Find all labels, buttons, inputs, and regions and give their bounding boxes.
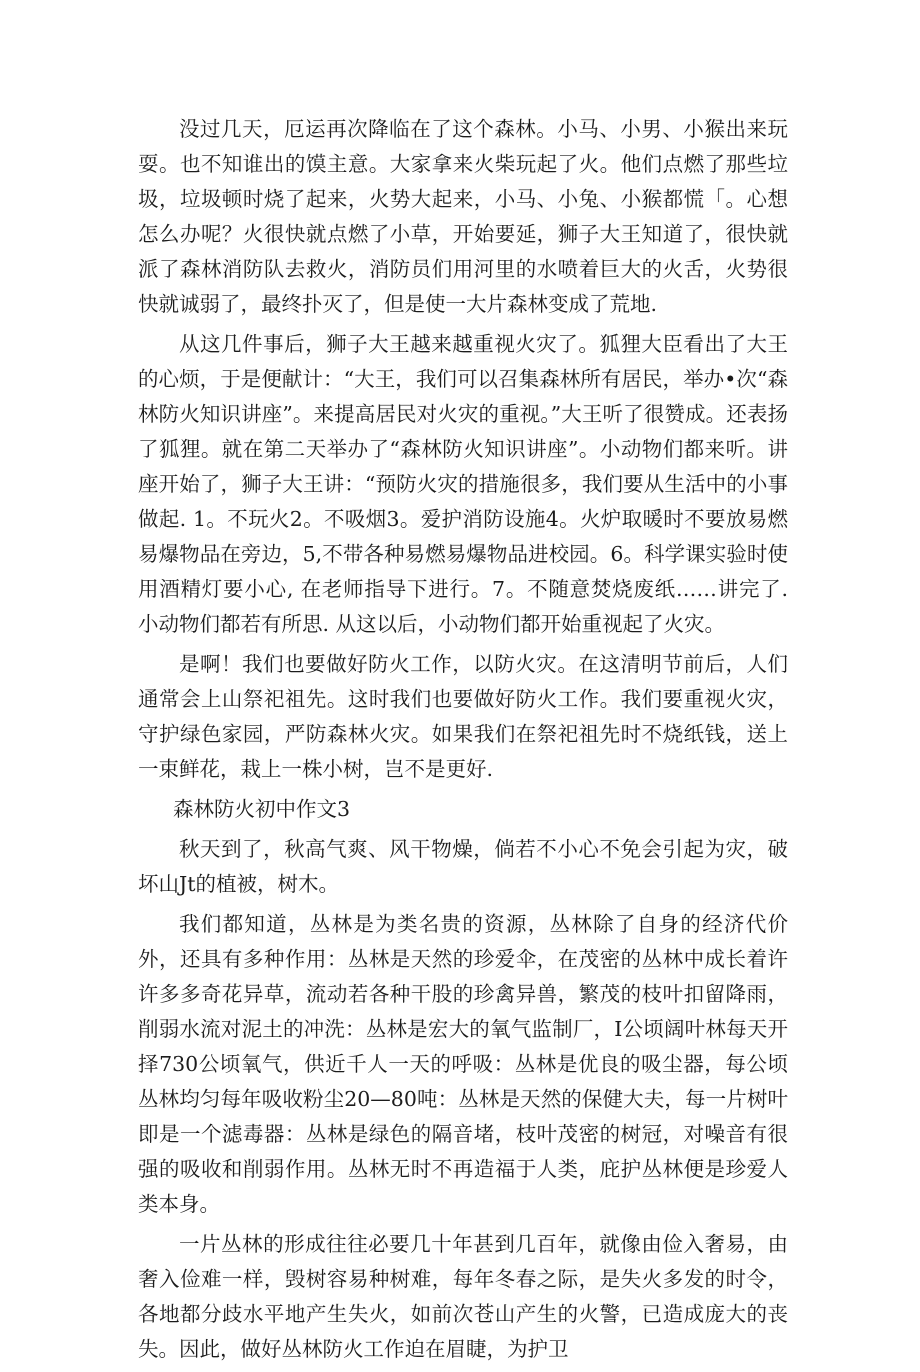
paragraph: 没过几天，厄运再次降临在了这个森林。小马、小男、小猴出来玩耍。也不知谁出的馍主意。大家拿来火柴玩起了火。他们点燃了那些垃圾，垃圾顿时烧了起来，火势大起来，小马、小兔、小猴都慌「。心想怎么办呢？火很快就点燃了小草，开始要延，狮子大王知道了，很快就派了森林消防队去救火，消防员们用河里的水喷着巨大的火舌，火势很快就诚弱了，最终扑灭了，但是使一大片森林变成了荒地. [138,117,788,316]
section-heading: 森林防火初中作文3 [173,797,351,821]
paragraph: 从这几件事后，狮子大王越来越重视火灾了。狐狸大臣看出了大王的心烦，于是便献计：“大王，我们可以召集森林所有居民，举办•次“森林防火知识讲座”。来提高居民对火灾的重视。”大王听了很赞成。还表扬了狐狸。就在第二天举办了“森林防火知识讲座”。小动物们都来听。讲座开始了，狮子大王讲：“预防火灾的措施很多，我们要从生活中的小事做起. 1。不玩火2。不吸烟3。爱护消防设施4。火炉取暖时不要放易燃易爆物品在旁边，5,不带各种易燃易爆物品进校园。6。科学课实验时使用酒精灯要小心, 在老师指导下进行。7。不随意焚烧废纸……讲完了. 小动物们都若有所思. 从这以后，小动物们都开始重视起了火灾。 [138,332,788,636]
paragraph: 一片丛林的形成往往必要几十年甚到几百年，就像由俭入奢易，由奢入俭难一样，毁树容易种树难，每年冬春之际，是失火多发的时令，各地都分歧水平地产生失火，如前次苍山产生的火警，已造成庞大的丧失。因此，做好丛林防火工作迫在眉睫，为护卫 [138,1232,788,1361]
paragraph: 是啊！我们也要做好防火工作，以防火灾。在这清明节前后，人们通常会上山祭祀祖先。这时我们也要做好防火工作。我们要重视火灾，守护绿色家园，严防森林火灾。如果我们在祭祀祖先时不烧纸钱，送上一束鲜花，栽上一株小树，岂不是更好. [138,652,788,781]
paragraph: 秋天到了，秋高气爽、风干物燥，倘若不小心不免会引起为灾，破坏山Jt的植被，树木。 [138,837,788,896]
document-body [138,112,788,1372]
paragraph: 我们都知道，丛林是为类名贵的资源，丛林除了自身的经济代价外，还具有多种作用：丛林是天然的珍爱伞，在茂密的丛林中成长着许许多多奇花异草，流动若各种干股的珍禽异兽，繁茂的枝叶扣留降雨，削弱水流对泥土的冲洗：丛林是宏大的氧气监制厂，I公顷阔叶林每天开择730公顷氧气，供近千人一天的呼吸：丛林是优良的吸尘器，每公顷丛林均匀每年吸收粉尘20—80吨：丛林是天然的保健大夫，每一片树叶即是一个滤毒器：丛林是绿色的隔音堵，枝叶茂密的树冠，对噪音有很强的吸收和削弱作用。丛林无时不再造福于人类，庇护丛林便是珍爱人类本身。 [138,912,788,1216]
